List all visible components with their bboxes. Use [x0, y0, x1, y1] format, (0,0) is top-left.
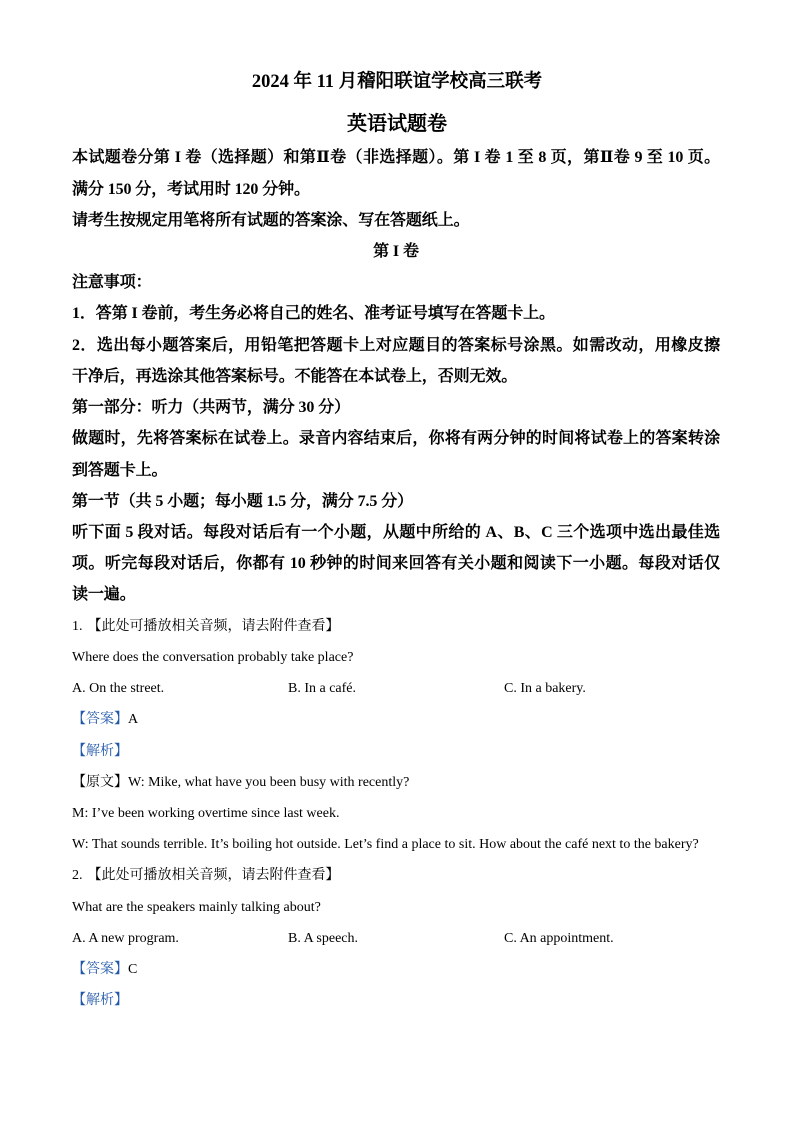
transcript-text: W: Mike, what have you been busy with recently?: [128, 774, 410, 790]
section-directions: [72, 517, 720, 611]
options-row: [72, 923, 720, 954]
section-directions-line: 听下面 5 段对话。每段对话后有一个小题，从题中所给的 A、B、C 三个选项中选出最佳选: [72, 524, 720, 542]
transcript-line: [72, 767, 720, 798]
transcript-line: M: I’ve been working overtime since last week.: [72, 805, 340, 821]
question-header: [72, 860, 720, 891]
note-item-2-line: 2．选出每小题答案后，用铅笔把答题卡上对应题目的答案标号涂黑。如需改动，用橡皮擦: [72, 336, 720, 354]
option-b: B. In a café.: [288, 681, 357, 697]
answer-label: 【答案】: [72, 962, 128, 978]
question-stem: Where does the conversation probably take place?: [72, 649, 354, 665]
analysis-label: 【解析】: [72, 993, 128, 1009]
transcript-label: 【原文】: [72, 774, 128, 790]
question-header: [72, 611, 720, 642]
paper-info-line: 满分 150 分，考试用时 120 分钟。: [72, 180, 310, 198]
section-directions-line: 项。听完每段对话后，你都有 10 秒钟的时间来回答有关小题和阅读下一小题。每段对话仅: [72, 555, 720, 573]
exam-title: 2024 年 11 月稽阳联谊学校高三联考: [251, 72, 543, 92]
note-item-2: [72, 330, 720, 392]
question-number: 1.: [72, 618, 83, 634]
paper-info-line: 本试题卷分第 I 卷（选择题）和第Ⅱ卷（非选择题）。第 I 卷 1 至 8 页，第Ⅱ卷 9 至 10 页。: [72, 149, 720, 167]
section-heading: 第一节（共 5 小题；每小题 1.5 分，满分 7.5 分）: [72, 492, 414, 510]
answer-label: 【答案】: [72, 712, 128, 728]
volume-heading: 第 I 卷: [373, 243, 419, 261]
audio-placeholder-note: 【此处可播放相关音频，请去附件查看】: [87, 618, 340, 634]
option-a: A. On the street.: [72, 681, 165, 697]
question-1: [72, 611, 720, 861]
option-c: C. In a bakery.: [504, 681, 586, 697]
option-c: C. An appointment.: [504, 930, 614, 946]
part-directions: [72, 423, 720, 485]
question-stem: What are the speakers mainly talking about?: [72, 899, 321, 915]
answer-value: C: [128, 962, 138, 978]
transcript-line: W: That sounds terrible. It’s boiling hot outside. Let’s find a place to sit. How about the café next to the bakery?: [72, 837, 699, 853]
options-row: [72, 673, 720, 704]
part-directions-line: 到答题卡上。: [72, 461, 168, 479]
notes-heading: 注意事项：: [72, 274, 152, 292]
answer-value: A: [128, 712, 139, 728]
paper-info-paragraph: [72, 142, 720, 204]
option-b: B. A speech.: [288, 930, 358, 946]
answer-line: [72, 954, 720, 985]
section-directions-line: 读一遍。: [72, 586, 136, 604]
analysis-label: 【解析】: [72, 743, 128, 759]
question-2: [72, 860, 720, 1016]
question-number: 2.: [72, 868, 83, 884]
paper-subtitle: 英语试题卷: [347, 113, 447, 135]
note-item-1: 1．答第 I 卷前，考生务必将自己的姓名、准考证号填写在答题卡上。: [72, 305, 555, 323]
answer-line: [72, 704, 720, 735]
note-item-2-line: 干净后，再选涂其他答案标号。不能答在本试卷上，否则无效。: [72, 367, 518, 385]
audio-placeholder-note: 【此处可播放相关音频，请去附件查看】: [87, 868, 340, 884]
part-directions-line: 做题时，先将答案标在试卷上。录音内容结束后，你将有两分钟的时间将试卷上的答案转涂: [72, 430, 720, 448]
part-heading: 第一部分：听力（共两节，满分 30 分）: [72, 399, 351, 417]
option-a: A. A new program.: [72, 930, 179, 946]
page-body: [72, 142, 720, 1016]
answer-rule-paragraph: 请考生按规定用笔将所有试题的答案涂、写在答题纸上。: [72, 211, 470, 229]
